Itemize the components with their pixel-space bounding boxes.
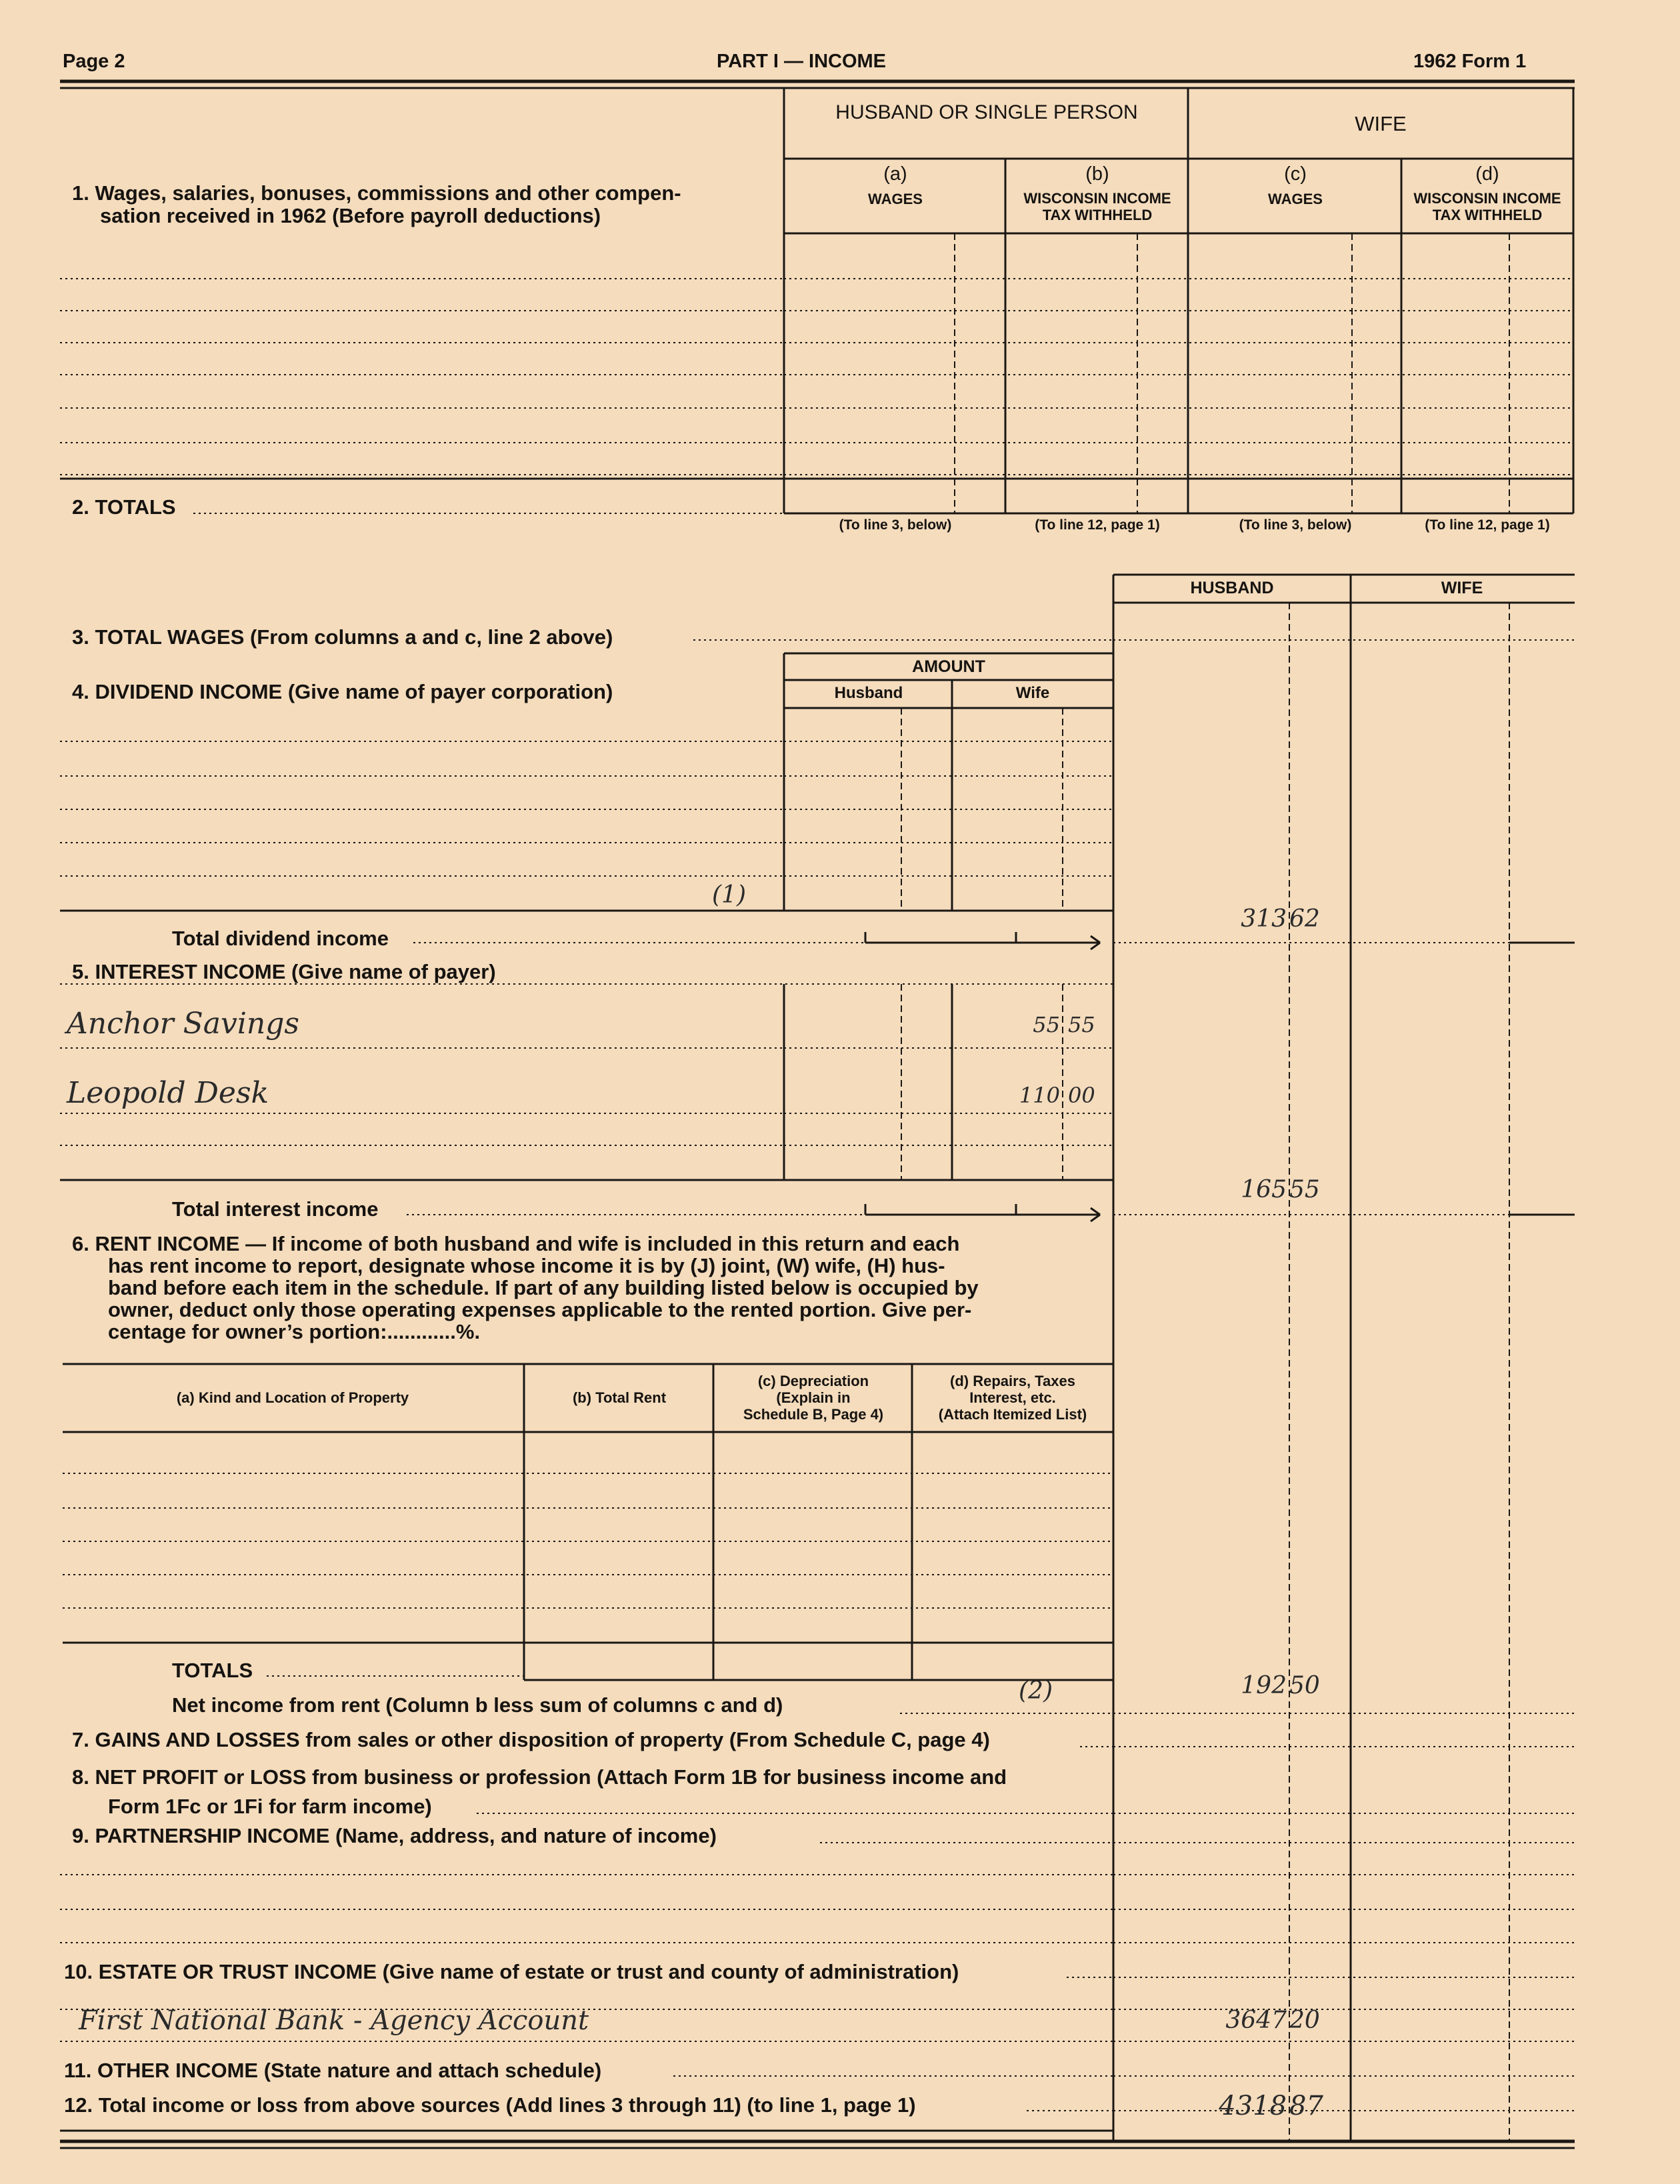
note-col-a: (To line 3, below)	[839, 517, 952, 533]
total-interest-label: Total interest income	[172, 1197, 379, 1221]
line-6-text-1: 6. RENT INCOME — If income of both husband and wife is included in this return and each	[72, 1232, 960, 1255]
rent-net-dollars: 192	[1241, 1672, 1287, 1699]
col-c-letter: (c)	[1284, 163, 1307, 185]
group-husband-header: HUSBAND OR SINGLE PERSON	[835, 101, 1138, 123]
estate-cents: 20	[1289, 2007, 1320, 2034]
col-d-header: WISCONSIN INCOME TAX WITHHELD	[1413, 190, 1561, 223]
line-8-label-cont: Form 1Fc or 1Fi for farm income)	[108, 1795, 432, 1818]
line-6-text-5: centage for owner’s portion:............%.	[108, 1320, 481, 1343]
dividend-total-cents: 62	[1289, 905, 1320, 933]
total-dividend-label: Total dividend income	[172, 927, 389, 950]
dividend-mark: (1)	[712, 881, 746, 909]
line-11-label: 11. OTHER INCOME (State nature and attach schedule)	[64, 2059, 602, 2082]
part-title: PART I — INCOME	[717, 51, 887, 72]
rent-col-c-header-1: (c) Depreciation	[757, 1373, 869, 1389]
note-col-c: (To line 3, below)	[1239, 517, 1352, 533]
amount-header: AMOUNT	[912, 657, 985, 676]
col-c-header: WAGES	[1268, 191, 1323, 207]
rent-col-c-header-2: (Explain in	[776, 1389, 851, 1406]
estate-name: First National Bank - Agency Account	[79, 2005, 589, 2036]
line-9-label: 9. PARTNERSHIP INCOME (Name, address, and nature of income)	[72, 1824, 717, 1847]
total-income-dollars: 4318	[1219, 2091, 1287, 2121]
payer-1-cents: 55	[1068, 1012, 1095, 1037]
line-6-text-4: owner, deduct only those operating expenses applicable to the rented portion. Give per-	[108, 1298, 972, 1321]
line-10-label: 10. ESTATE OR TRUST INCOME (Give name of estate or trust and county of administration)	[64, 1960, 959, 1983]
rent-col-d-header-2: Interest, etc.	[969, 1389, 1056, 1406]
interest-payer-1: Anchor Savings	[67, 1007, 299, 1041]
rent-net-cents: 50	[1289, 1672, 1320, 1699]
page-number: Page 2	[63, 51, 125, 72]
line-12-label: 12. Total income or loss from above sources (Add lines 3 through 11) (to line 1, page 1)	[64, 2093, 916, 2117]
total-income-cents: 87	[1289, 2091, 1323, 2121]
line-7-label: 7. GAINS AND LOSSES from sales or other disposition of property (From Schedule C, page 4)	[72, 1728, 990, 1751]
interest-payer-2: Leopold Desk	[67, 1076, 269, 1110]
note-col-d: (To line 12, page 1)	[1425, 517, 1550, 533]
col-d-letter: (d)	[1475, 163, 1499, 185]
note-col-b: (To line 12, page 1)	[1035, 517, 1160, 533]
col-a-header: WAGES	[868, 191, 923, 207]
line-6-text-2: has rent income to report, designate whose income it is by (J) joint, (W) wife, (H) hus-	[108, 1254, 945, 1277]
form-number: 1962 Form 1	[1413, 51, 1527, 72]
line-6-text-3: band before each item in the schedule. If part of any building listed below is occupied by	[108, 1276, 979, 1299]
interest-total-dollars: 165	[1241, 1176, 1287, 1203]
line-3-label: 3. TOTAL WAGES (From columns a and c, line 2 above)	[72, 625, 613, 649]
right-col-wife: WIFE	[1441, 579, 1483, 597]
payer-1-dollars: 55	[1033, 1012, 1060, 1037]
col-b-header: WISCONSIN INCOME TAX WITHHELD	[1023, 190, 1171, 223]
col-b-letter: (b)	[1085, 163, 1109, 185]
rent-totals-label: TOTALS	[172, 1659, 253, 1682]
group-wife-header: WIFE	[1355, 112, 1407, 135]
dividend-total-dollars: 313	[1241, 905, 1287, 933]
line-1-label-cont: sation received in 1962 (Before payroll deductions)	[100, 204, 601, 227]
amount-wife-header: Wife	[1015, 684, 1050, 702]
line-8-label: 8. NET PROFIT or LOSS from business or profession (Attach Form 1B for business income and	[72, 1765, 1007, 1789]
amount-husband-header: Husband	[834, 684, 903, 702]
rent-col-b-header: (b) Total Rent	[572, 1389, 667, 1406]
line-2-label: 2. TOTALS	[72, 495, 176, 519]
estate-dollars: 3647	[1225, 2007, 1287, 2034]
interest-total-cents: 55	[1289, 1176, 1320, 1203]
rent-col-d-header-1: (d) Repairs, Taxes	[950, 1373, 1075, 1389]
line-4-label: 4. DIVIDEND INCOME (Give name of payer corporation)	[72, 680, 613, 703]
line-5-label: 5. INTEREST INCOME (Give name of payer)	[72, 960, 496, 983]
rent-col-d-header-3: (Attach Itemized List)	[938, 1406, 1087, 1423]
right-col-husband: HUSBAND	[1190, 579, 1274, 597]
rent-mark: (2)	[1019, 1677, 1053, 1705]
rent-col-a-header: (a) Kind and Location of Property	[176, 1389, 409, 1406]
payer-2-dollars: 110	[1019, 1083, 1060, 1108]
net-rent-label: Net income from rent (Column b less sum of columns c and d)	[172, 1693, 783, 1717]
rent-col-c-header-3: Schedule B, Page 4)	[743, 1406, 884, 1423]
payer-2-cents: 00	[1068, 1083, 1095, 1108]
col-a-letter: (a)	[883, 163, 907, 185]
line-1-label: 1. Wages, salaries, bonuses, commissions and other compen-	[72, 181, 681, 205]
